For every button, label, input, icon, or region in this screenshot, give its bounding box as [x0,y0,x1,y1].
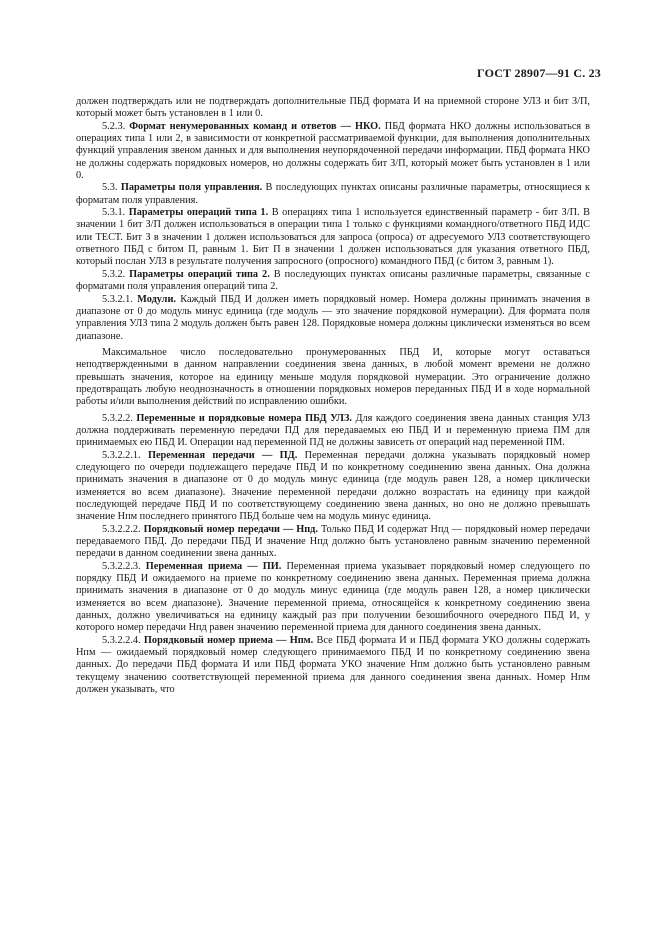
paragraph-text: должен подтверждать или не подтверждать дополнительные ПБД формата И на приемной стороне УЛЗ и бит З/П, который может быть установлен в 1 или 0. [76,96,590,120]
paragraph-heading: Переменные и порядковые номера ПБД УЛЗ. [136,412,352,424]
paragraph-5-3-2-2-4 [76,635,590,697]
paragraph-heading: Параметры поля управления. [120,182,263,194]
paragraph-heading: Порядковый номер приема — Нпм. [143,634,314,646]
paragraph-number: 5.3.2.2. [102,412,133,424]
paragraph-number: 5.3.2.2.3. [102,560,141,572]
paragraph-5-3-2-2-3 [76,561,590,635]
paragraph-text: В последующих пунктах описаны различные параметры, относящиеся к форматам поля управления. [76,182,591,206]
paragraph-continuation [76,96,590,121]
paragraph-number: 5.3.1. [102,207,126,219]
paragraph-5-3-2-1 [76,294,590,343]
paragraph-heading: Параметры операций типа 1. [128,207,269,219]
page-header: ГОСТ 28907—91 С. 23 [477,66,601,80]
paragraph-heading: Порядковый номер передачи — Нпд. [143,523,318,535]
paragraph-5-3-2-2-2 [76,524,590,561]
paragraph-text: ПБД формата НКО должны использоваться в операциях типа 1 или 2, в зависимости от конкретной рассматриваемой функции, для выполнения дополнительных функций управления звеном данных и для выполнения неупорядоченной передачи информации. ПБД формата НКО не должны содержать порядковых номеров, но должны содержать бит З/П, который может быть установлен в 1 или 0. [76,120,591,182]
paragraph-heading: Переменная передачи — ПД. [147,449,298,461]
paragraph-text: Только ПБД И содержат Нпд — порядковый номер передачи передаваемого ПБД. До передачи ПБД И значение Нпд должно быть установлено равным значению переменной передачи в данном соединении звена данных. [76,523,591,560]
paragraph-5-3-1 [76,207,590,269]
paragraph-number: 5.2.3. [102,120,126,132]
paragraph-heading: Параметры операций типа 2. [129,268,270,280]
paragraph-5-3-2-2-1 [76,450,590,524]
paragraph-number: 5.3. [102,182,118,194]
paragraph-text: Для каждого соединения звена данных станция УЛЗ должна поддерживать переменную передачи ПД для передаваемых ею ПБД И и переменную приема ПМ для принимаемых ею ПБД И. Операции над переменной ПД не должны зависеть от операций над переменной ПМ. [76,412,591,449]
paragraph-heading: Переменная приема — ПИ. [145,560,282,572]
paragraph-5-3 [76,182,590,207]
paragraph-text: В операциях типа 1 используется единственный параметр - бит З/П. В значении 1 бит З/П должен использоваться в операции типа 1 только с функциями командного/ответного ПБД ИДС или ТЕСТ. Бит З в значении 1 должен использоваться для запроса (опроса) от адресуемого УЛЗ соответствующего ответного ПБД с битом П, равным 1. Бит П в значении 1 должен использоваться для указания ответного ПБД, который послан УЛЗ в результате получения запросного (опросного) командного ПБД (с битом З, равным 1). [76,207,591,268]
paragraph-max-window [76,347,590,409]
paragraph-heading: Модули. [137,293,176,305]
paragraph-number: 5.3.2. [102,268,126,280]
paragraph-5-3-2-2 [76,413,590,450]
paragraph-5-3-2 [76,269,590,294]
document-body [76,96,590,697]
paragraph-5-2-3 [76,121,590,183]
paragraph-number: 5.3.2.2.1. [102,449,141,461]
paragraph-number: 5.3.2.2.4. [102,634,141,646]
paragraph-text: Переменная передачи должна указывать порядковый номер следующего по очереди подлежащего передаче ПБД И по конкретному соединению звена данных. Она должна принимать значения в диапазоне от 0 до модуль минус единица (где модуль равен 128, а номер циклически изменяется во всем диапазоне). Значение переменной передачи должно возрастать на единицу при каждой последующей передаче ПБД И по соответствующему соединению звена данных, но оно не должно превышать значение Нпм последнего принятого ПБД больше чем на модуль минус единица. [76,449,590,523]
paragraph-text: Каждый ПБД И должен иметь порядковый номер. Номера должны принимать значения в диапазоне от 0 до модуль минус единица (где модуль — это значение порядковой нумерации). Для формата поля управления УЛЗ типа 2 модуль должен быть равен 128. Порядковые номера должны циклически изменяться во всем диапазоне. [76,293,590,342]
paragraph-text: Все ПБД формата И и ПБД формата УКО должны содержать Нпм — ожидаемый порядковый номер следующего принимаемого ПБД И по конкретному соединению звена данных. До передачи ПБД формата И или ПБД формата УКО значение Нпм должно быть установлено равным текущему значению соответствующей переменной приема для данного соединения звена данных. Номер Нпм должен указывать, что [76,634,590,696]
paragraph-number: 5.3.2.2.2. [102,523,141,535]
paragraph-text: Переменная приема указывает порядковый номер следующего по порядку ПБД И ожидаемого на приеме по конкретному соединению звена данных. Переменная приема должна принимать значения в диапазоне от 0 до модуль минус единица (где модуль равен 128, а номер циклически изменяется во всем диапазоне). Значение переменной приема, относящейся к конкретному соединению звена данных, должно увеличиваться на единицу каждый раз при получении безошибочного очередного ПБД И, у которого номер передачи Нпд равен значению переменной приема для данного соединения звена данных. [76,560,591,634]
paragraph-number: 5.3.2.1. [102,293,133,305]
paragraph-text: В последующих пунктах описаны различные параметры, связанные с форматами поля управления операций типа 2. [76,268,590,293]
paragraph-text: Максимальное число последовательно пронумерованных ПБД И, которые могут оставаться неподтвержденными в данном направлении соединения звена данных, в любой момент времени не должно превышать значения, которое на единицу меньше модуля порядковой нумерации. Это ограничение должно предотвращать любую неоднозначность в отношении порядковых номеров переданных ПБД И в ходе нормальной работы и/или выполнения действий по исправлению ошибки. [76,346,590,408]
paragraph-heading: Формат ненумерованных команд и ответов — НКО. [129,120,381,132]
